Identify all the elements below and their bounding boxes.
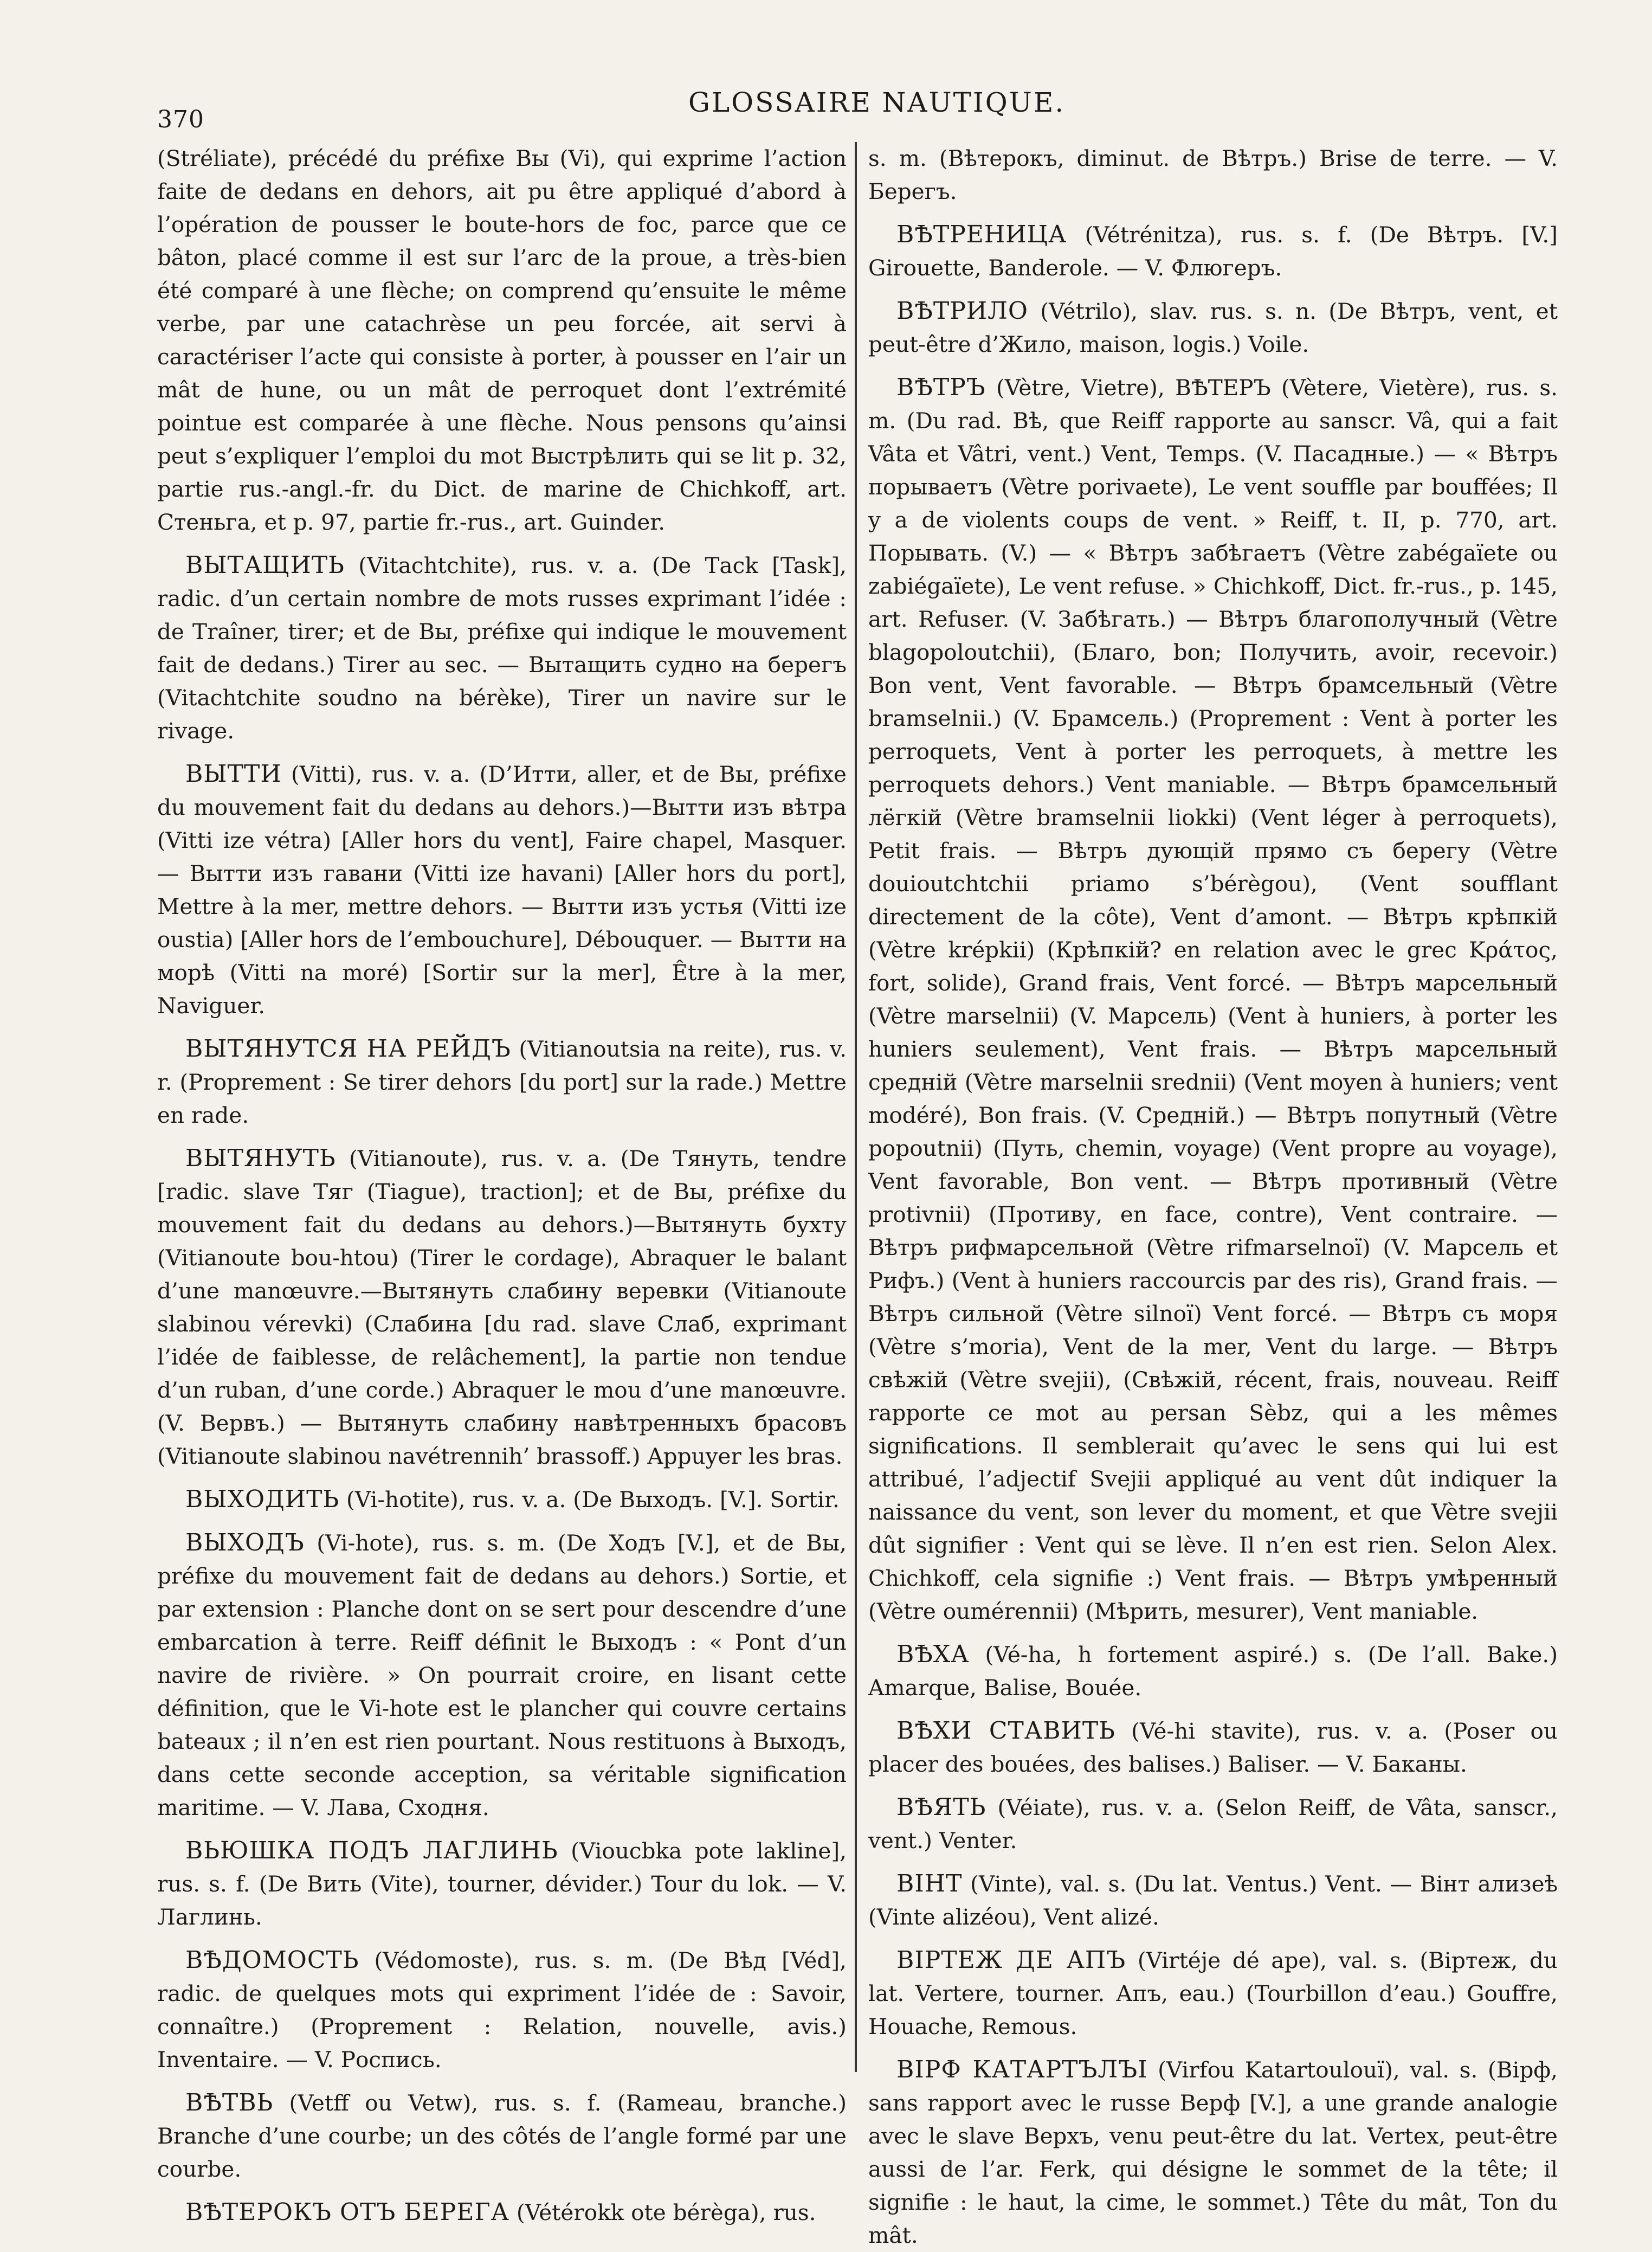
entry-text: (Véiate), rus. v. a. (Selon Reiff, de Vâta, sanscr., vent.) Venter. — [868, 1794, 1558, 1854]
entry-text: (Vétrilo), slav. rus. s. n. (De Вѣтръ, vent, et peut-être d’Жило, maison, logis.) Voile. — [868, 298, 1558, 357]
entry-text: (Vi-hote), rus. s. m. (De Ходъ [V.], et de Вы, préfixe du mouvement fait de dedans au dehors.) Sortie, et par extension : Planche dont on se sert pour descendre d’une embarcation à terre. Reiff définit le Выходъ : « Pont d’un navire de rivière. » On pourrait croire, en lisant cette définition, que le Vi-hote est le plancher qui couvre certains bateaux ; il n’en est rien pourtant. Nous restituons à Выходъ, dans cette seconde acception, sa véritable signification maritime. — V. Лава, Сходня. — [157, 1530, 847, 1820]
entry-text: (Vé-hi stavite), rus. v. a. (Poser ou placer des bouées, des balises.) Baliser. — V. Баканы. — [868, 1718, 1558, 1777]
entry-headword: ВѢХА — [896, 1640, 970, 1668]
glossary-entry — [157, 1834, 847, 1934]
entry-text: (Vi-hotite), rus. v. a. (De Выходъ. [V.]. Sortir. — [339, 1487, 840, 1513]
glossary-entry — [157, 757, 847, 1022]
entry-text: s. m. (Вѣтерокъ, diminut. de Вѣтръ.) Brise de terre. — V. Берегъ. — [868, 145, 1558, 204]
entry-text: (Vitti), rus. v. a. (D’Итти, aller, et de Вы, préfixe du mouvement fait du dedans au dehors.)—Вытти изъ вѣтра (Vitti ize vétra) [Aller hors du vent], Faire chapel, Masquer. — Вытти изъ гавани (Vitti ize havani) [Aller hors du port], Mettre à la mer, mettre dehors. — Вытти изъ устья (Vitti ize oustia) [Aller hors de l’embouchure], Débouquer. — Вытти на морѣ (Vitti na moré) [Sortir sur la mer], Être à la mer, Naviguer. — [157, 761, 847, 1019]
entry-text: (Védomoste), rus. s. m. (De Вѣд [Véd], radic. de quelques mots qui expriment l’idée de : Savoir, connaître.) (Proprement : Relation, nouvelle, avis.) Inventaire. — V. Роспись. — [157, 1947, 847, 2073]
glossary-entry — [868, 2053, 1558, 2252]
entry-headword: ВѢТРЕНИЦА — [896, 221, 1067, 248]
entry-headword: ВѢДОМОСТЬ — [185, 1946, 359, 1974]
entry-headword: ВЫХОДЪ — [185, 1529, 305, 1556]
glossary-entry — [157, 1032, 847, 1132]
glossary-entry — [157, 1142, 847, 1473]
glossary-entry — [157, 549, 847, 748]
entry-headword: ВЫХОДИТЬ — [185, 1485, 340, 1513]
entry-text: (Vitachtchite), rus. v. a. (De Тасk [Task], radic. d’un certain nombre de mots russes exprimant l’idée : de Traîner, tirer; et de Вы, préfixe qui indique le mouvement fait de dedans.) Tirer au sec. — Вытащить судно на берегъ (Vitachtchite soudno na bérèke), Tirer un navire sur le rivage. — [157, 552, 847, 744]
entry-headword: ВѢХИ СТАВИТЬ — [896, 1717, 1115, 1745]
glossary-entry — [157, 1944, 847, 2076]
entry-text: (Stréliate), précédé du préfixe Вы (Vi), qui exprime l’action faite de dedans en dehors, ait pu être appliqué d’abord à l’opération de pousser le boute-hors de foc, parce que ce bâton, placé comme il est sur l’arc de la proue, a très-bien été comparé à une flèche; on comprend qu’ensuite le même verbe, par une catachrèse un peu forcée, ait servi à caractériser l’acte qui consiste à porter, à pousser en l’air un mât de hune, ou un mât de perroquet dont l’extrémité pointue est comparée à une flèche. Nous pensons qu’ainsi peut s’expliquer l’emploi du mot Выстрѣлить qui se lit p. 32, partie rus.-angl.-fr. du Dict. de marine de Chichkoff, art. Стеньга, et p. 97, partie fr.-rus., art. Guinder. — [157, 145, 847, 535]
entry-headword: ВѢЯТЬ — [896, 1793, 986, 1821]
entry-text: (Vioucbka pote lakline], rus. s. f. (De Вить (Vite), tourner, dévider.) Tour du lok. — V. Лаглинь. — [157, 1838, 847, 1930]
entry-headword: ВѢТЕРОКЪ ОТЪ БЕРЕГА — [185, 2198, 509, 2226]
entry-text: (Vé-ha, h fortement aspiré.) s. (De l’all. Bake.) Amarque, Balise, Bouée. — [868, 1642, 1558, 1701]
glossary-entry — [868, 1714, 1558, 1781]
glossary-entry — [868, 1638, 1558, 1704]
entry-headword: ВЫТЯНУТЬ — [185, 1144, 336, 1172]
entry-text: (Vitianoutsia na reite), rus. v. r. (Proprement : Se tirer dehors [du port] sur la rade.) Mettre en rade. — [157, 1036, 847, 1128]
entry-text: (Vétérokk ote bérèga), rus. — [509, 2199, 816, 2225]
left-column — [157, 142, 847, 2226]
glossary-entry — [868, 142, 1558, 208]
entry-headword: ВЬЮШКА ПОДЪ ЛАГЛИНЬ — [185, 1837, 558, 1864]
glossary-entry — [868, 1944, 1558, 2043]
glossary-entry — [868, 218, 1558, 285]
entry-text: (Vitianoute), rus. v. a. (De Тянуть, tendre [radic. slave Тяг (Tiague), traction]; et de Вы, préfixe du mouvement fait du dedans au dehors.)—Вытянуть бухту (Vitianoute bou-htou) (Tirer le cordage), Abraquer le balant d’une manœuvre.—Вытянуть слабину веревки (Vitianoute slabinou vérevki) (Слабина [du rad. slave Слаб, exprimant l’idée de faiblesse, de relâchement], la partie non tendue d’un ruban, d’une corde.) Abraquer le mou d’une manœuvre. (V. Вервъ.) — Вытянуть слабину навѣтренныхъ брасовъ (Vitianoute slabinou navétrennih’ brassoff.) Appuyer les bras. — [157, 1146, 847, 1469]
entry-headword: ВІРТЕЖ ДЕ АПЪ — [896, 1946, 1126, 1974]
glossary-entry — [157, 1483, 847, 1516]
page-number: 370 — [157, 106, 204, 133]
glossary-entry — [157, 142, 847, 539]
glossary-entry — [868, 1791, 1558, 1857]
entry-text: (Vétrénitza), rus. s. f. (De Вѣтръ. [V.] Girouette, Banderole. — V. Флюгеръ. — [868, 222, 1558, 281]
entry-text: (Virfou Katartoulouï), val. s. (Вірф, sans rapport avec le russe Верф [V.], a une grande analogie avec le slave Верхъ, venu peut-être du lat. Vertex, peut-être aussi de l’ar. Ferk, qui désigne le sommet de la tête; il signifie : le haut, la cime, le sommet.) Tête du mât, Ton du mât. — [868, 2057, 1558, 2248]
entry-headword: ВІРФ КАТАРТЪЛЪІ — [896, 2056, 1148, 2083]
entry-text: (Vètre, Vietre), ВѢТЕРЪ (Vètere, Vietère), rus. s. m. (Du rad. Вѣ, que Reiff rapporte au sanscr. Vâ, qui a fait Vâta et Vâtri, vent.) Vent, Temps. (V. Пасадные.) — « Вѣтръ порываетъ (Vètre porivaete), Le vent souffle par bouffées; Il y a de violents coups de vent. » Reiff, t. II, p. 770, art. Порывать. (V.) — « Вѣтръ забѣгаетъ (Vètre zabégaïete ou zabiégaïete), Le vent refuse. » Chichkoff, Dict. fr.-rus., p. 145, art. Refuser. (V. Забѣгать.) — Вѣтръ благополучный (Vètre blagopoloutchii), (Благо, bon; Получить, avoir, recevoir.) Bon vent, Vent favorable. — Вѣтръ брамсельный (Vètre bramselnii.) (V. Брамсель.) (Proprement : Vent à porter les perroquets, Vent à porter les perroquets, à mettre les perroquets dehors.) Vent maniable. — Вѣтръ брамсельный лёгкій (Vètre bramselnii liokki) (Vent léger à perroquets), Petit frais. — Вѣтръ дующій прямо съ берегу (Vètre douioutchtchii priamo s’bérègou), (Vent soufflant directement de la côte), Vent d’amont. — Вѣтръ крѣпкій (Vètre krépkii) (Крѣпкій? en relation avec le grec Κράτος, fort, solide), Grand frais, Vent forcé. — Вѣтръ марсельный (Vètre marselnii) (V. Марсель) (Vent à huniers, à porter les huniers seulement), Vent frais. — Вѣтръ марсельный средній (Vètre marselnii srednii) (Vent moyen à huniers; vent modéré), Bon frais. (V. Средній.) — Вѣтръ попутный (Vètre popoutnii) (Путь, chemin, voyage) (Vent propre au voyage), Vent favorable, Bon vent. — Вѣтръ противный (Vètre protivnii) (Противу, en face, contre), Vent contraire. — Вѣтръ рифмарсельной (Vètre rifmarselnoï) (V. Марсель et Рифъ.) (Vent à huniers raccourcis par des ris), Grand frais. — Вѣтръ сильной (Vètre silnoï) Vent forcé. — Вѣтръ съ моря (Vètre s’moria), Vent de la mer, Vent du large. — Вѣтръ свѣжій (Vètre svejii), (Свѣжій, récent, frais, nouveau. Reiff rapporte ce mot au persan Sèbz, qui a les mêmes significations. Il semblerait qu’avec le sens qui lui est attribué, l’adjectif Svejii appliqué au vent dût indiquer la naissance du vent, son lever du moment, et que Vètre svejii dût signifier : Vent qui se lève. Il n’en est rien. Selon Alex. Chichkoff, cela signifie :) Vent frais. — Вѣтръ умѣренный (Vètre oumérennii) (Мѣрить, mesurer), Vent maniable. — [868, 375, 1558, 1624]
entry-headword: ВЫТЯНУТСЯ НА РЕЙДЪ — [185, 1035, 511, 1063]
entry-text: (Vetff ou Vetw), rus. s. f. (Rameau, branche.) Branche d’une courbe; un des côtés de l’angle formé par une courbe. — [157, 2090, 847, 2182]
entry-text: (Virtéje dé ape), val. s. (Віртеж, du lat. Vertere, tourner. Апъ, eau.) (Tourbillon d’eau.) Gouffre, Houache, Remous. — [868, 1947, 1558, 2039]
entry-headword: ВѢТРИЛО — [896, 297, 1028, 325]
glossary-entry — [868, 294, 1558, 361]
column-rule — [855, 142, 857, 2072]
entry-headword: ВѢТРЪ — [896, 374, 986, 401]
glossary-entry — [157, 2086, 847, 2186]
entry-headword: ВІНТ — [896, 1870, 963, 1897]
glossary-entry — [868, 1867, 1558, 1934]
right-column — [868, 142, 1558, 2248]
glossary-entry — [868, 371, 1558, 1628]
glossary-entry — [157, 2196, 847, 2229]
running-head: GLOSSAIRE NAUTIQUE. — [688, 87, 1066, 118]
glossary-entry — [157, 1526, 847, 1824]
entry-text: (Vinte), val. s. (Du lat. Ventus.) Vent. — Вінт ализеѣ (Vinte alizéou), Vent alizé. — [868, 1871, 1558, 1930]
entry-headword: ВЫТТИ — [185, 760, 282, 788]
entry-headword: ВѢТВЬ — [185, 2089, 274, 2116]
entry-headword: ВЫТАЩИТЬ — [185, 551, 345, 579]
